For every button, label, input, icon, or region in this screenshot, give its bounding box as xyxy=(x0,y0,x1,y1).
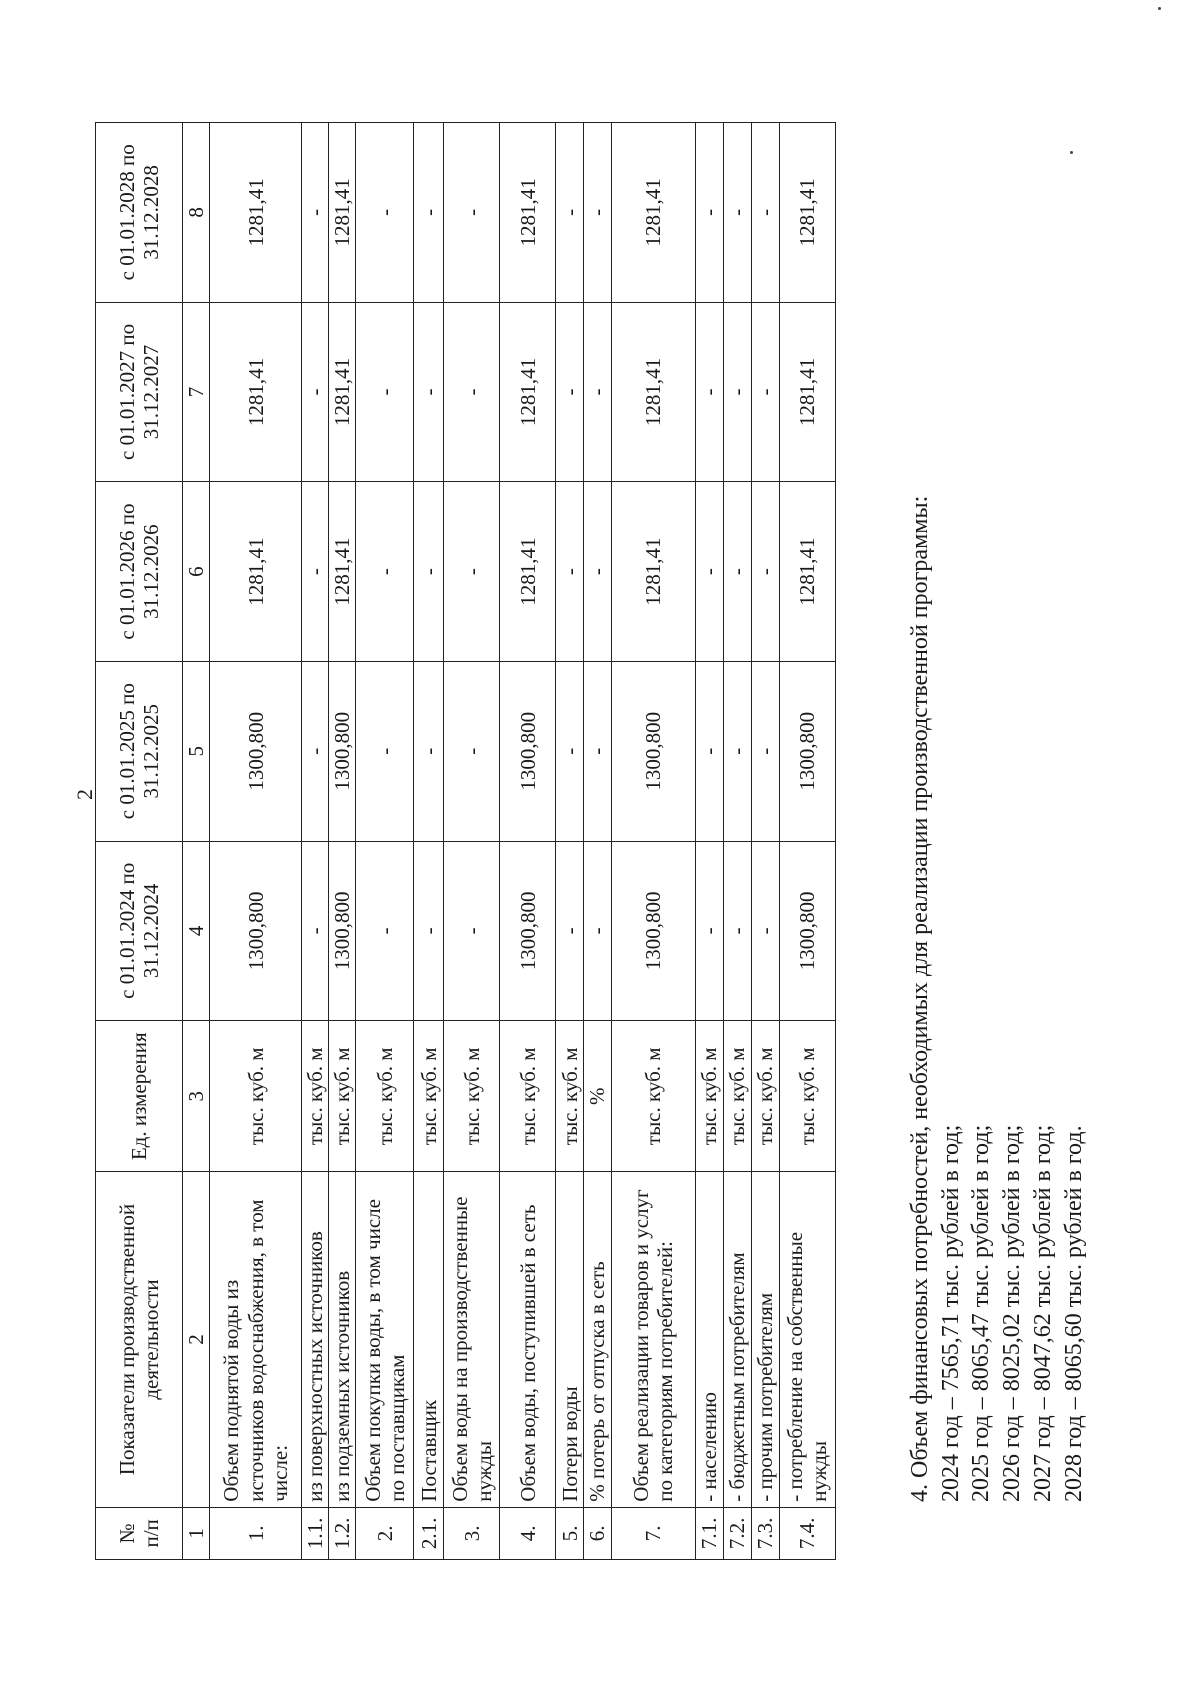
table-row xyxy=(611,123,695,1560)
value-cell: 1281,41 xyxy=(210,482,302,662)
value-cell: - xyxy=(302,661,329,841)
value-cell: 1281,41 xyxy=(611,482,695,662)
value-cell: 1281,41 xyxy=(500,302,556,482)
financial-line: 2025 год – 8065,47 тыс. рублей в год; xyxy=(968,1124,995,1502)
financial-line: 2028 год – 8065,60 тыс. рублей в год. xyxy=(1060,1125,1087,1502)
index-cell: 7 xyxy=(183,302,210,482)
value-cell: - xyxy=(556,661,584,841)
value-cell: 1281,41 xyxy=(329,482,356,662)
unit-cell: % xyxy=(584,1021,611,1172)
column-index-row xyxy=(183,123,210,1560)
table-row xyxy=(329,123,356,1560)
table-row xyxy=(444,123,500,1560)
value-cell: - xyxy=(302,123,329,303)
row-number-cell: 1. xyxy=(210,1507,302,1559)
unit-cell: тыс. куб. м xyxy=(611,1021,695,1172)
value-cell: - xyxy=(356,661,414,841)
row-number-cell: 5. xyxy=(556,1507,584,1559)
index-cell: 5 xyxy=(183,661,210,841)
value-cell: - xyxy=(695,123,723,303)
indicator-name-cell: Объем покупки воды, в том числе по поставщикам xyxy=(356,1172,414,1507)
index-cell: 4 xyxy=(183,841,210,1021)
value-cell: - xyxy=(556,841,584,1021)
value-cell: 1300,800 xyxy=(210,841,302,1021)
value-cell: 1300,800 xyxy=(779,841,835,1021)
unit-cell: тыс. куб. м xyxy=(695,1021,723,1172)
value-cell: - xyxy=(444,123,500,303)
value-cell: - xyxy=(414,482,444,662)
value-cell: - xyxy=(695,841,723,1021)
value-cell: - xyxy=(414,841,444,1021)
unit-cell: тыс. куб. м xyxy=(210,1021,302,1172)
indicator-name-cell: Объем воды на производственные нужды xyxy=(444,1172,500,1507)
row-number-cell: 1.1. xyxy=(302,1507,329,1559)
value-cell: 1281,41 xyxy=(611,302,695,482)
row-number-cell: 2. xyxy=(356,1507,414,1559)
value-cell: - xyxy=(356,841,414,1021)
value-cell: 1281,41 xyxy=(329,302,356,482)
value-cell: - xyxy=(584,661,611,841)
indicator-name-cell: - бюджетным потребителям xyxy=(723,1172,751,1507)
value-cell: 1281,41 xyxy=(611,123,695,303)
table-row xyxy=(414,123,444,1560)
indicator-name-cell: % потерь от отпуска в сеть xyxy=(584,1172,611,1507)
header-cell: с 01.01.2025 по 31.12.2025 xyxy=(96,661,183,841)
value-cell: 1300,800 xyxy=(611,841,695,1021)
value-cell: - xyxy=(723,841,751,1021)
indicator-name-cell: - потребление на собственные нужды xyxy=(779,1172,835,1507)
value-cell: - xyxy=(414,661,444,841)
header-cell: Показатели производственной деятельности xyxy=(96,1172,183,1507)
header-cell: № п/п xyxy=(96,1507,183,1559)
indicator-name-cell: Объем реализации товаров и услуг по категориям потребителей: xyxy=(611,1172,695,1507)
value-cell: 1281,41 xyxy=(500,123,556,303)
unit-cell: тыс. куб. м xyxy=(444,1021,500,1172)
value-cell: - xyxy=(751,661,779,841)
value-cell: - xyxy=(356,302,414,482)
value-cell: 1300,800 xyxy=(210,661,302,841)
value-cell: - xyxy=(302,841,329,1021)
value-cell: - xyxy=(723,661,751,841)
row-number-cell: 2.1. xyxy=(414,1507,444,1559)
value-cell: - xyxy=(302,302,329,482)
unit-cell: тыс. куб. м xyxy=(751,1021,779,1172)
header-cell: с 01.01.2028 по 31.12.2028 xyxy=(96,123,183,303)
value-cell: - xyxy=(444,302,500,482)
value-cell: 1281,41 xyxy=(779,123,835,303)
row-number-cell: 6. xyxy=(584,1507,611,1559)
unit-cell: тыс. куб. м xyxy=(302,1021,329,1172)
value-cell: - xyxy=(444,661,500,841)
value-cell: - xyxy=(414,302,444,482)
value-cell: 1300,800 xyxy=(329,841,356,1021)
value-cell: - xyxy=(584,123,611,303)
table-row xyxy=(556,123,584,1560)
index-cell: 1 xyxy=(183,1507,210,1559)
value-cell: 1281,41 xyxy=(779,482,835,662)
row-number-cell: 7.3. xyxy=(751,1507,779,1559)
value-cell: - xyxy=(751,302,779,482)
table-row xyxy=(723,123,751,1560)
financial-line: 2026 год – 8025,02 тыс. рублей в год; xyxy=(999,1124,1026,1502)
unit-cell: тыс. куб. м xyxy=(556,1021,584,1172)
financial-heading: 4. Объем финансовых потребностей, необходимых для реализации производственной программы: xyxy=(907,495,933,1502)
indicator-name-cell: Объем воды, поступившей в сеть xyxy=(500,1172,556,1507)
financial-needs-section xyxy=(905,496,1089,1502)
row-number-cell: 7.1. xyxy=(695,1507,723,1559)
value-cell: - xyxy=(723,482,751,662)
unit-cell: тыс. куб. м xyxy=(779,1021,835,1172)
table-row xyxy=(779,123,835,1560)
value-cell: - xyxy=(695,661,723,841)
value-cell: - xyxy=(444,841,500,1021)
indicator-name-cell: из поверхностных источников xyxy=(302,1172,329,1507)
value-cell: - xyxy=(723,123,751,303)
header-cell: Ед. измерения xyxy=(96,1021,183,1172)
value-cell: - xyxy=(556,482,584,662)
table-row xyxy=(751,123,779,1560)
value-cell: - xyxy=(444,482,500,662)
value-cell: - xyxy=(556,302,584,482)
table-row xyxy=(356,123,414,1560)
header-cell: с 01.01.2026 по 31.12.2026 xyxy=(96,482,183,662)
row-number-cell: 7. xyxy=(611,1507,695,1559)
table-body xyxy=(210,123,835,1560)
financial-line: 2027 год – 8047,62 тыс. рублей в год; xyxy=(1029,1124,1056,1502)
value-cell: - xyxy=(695,482,723,662)
value-cell: - xyxy=(751,482,779,662)
indicator-name-cell: Объем поднятой воды из источников водоснабжения, в том числе: xyxy=(210,1172,302,1507)
value-cell: 1300,800 xyxy=(329,661,356,841)
indicator-name-cell: - населению xyxy=(695,1172,723,1507)
row-number-cell: 7.2. xyxy=(723,1507,751,1559)
production-indicators-table xyxy=(95,122,836,1560)
index-cell: 2 xyxy=(183,1172,210,1507)
value-cell: 1300,800 xyxy=(611,661,695,841)
unit-cell: тыс. куб. м xyxy=(500,1021,556,1172)
table-row xyxy=(210,123,302,1560)
unit-cell: тыс. куб. м xyxy=(329,1021,356,1172)
index-cell: 6 xyxy=(183,482,210,662)
value-cell: 1281,41 xyxy=(500,482,556,662)
value-cell: 1281,41 xyxy=(210,302,302,482)
scan-speck xyxy=(1158,7,1161,10)
value-cell: 1300,800 xyxy=(779,661,835,841)
value-cell: 1300,800 xyxy=(500,841,556,1021)
index-cell: 3 xyxy=(183,1021,210,1172)
unit-cell: тыс. куб. м xyxy=(356,1021,414,1172)
table-header-row xyxy=(96,123,183,1560)
row-number-cell: 3. xyxy=(444,1507,500,1559)
value-cell: - xyxy=(356,123,414,303)
table-row xyxy=(584,123,611,1560)
indicator-name-cell: - прочим потребителям xyxy=(751,1172,779,1507)
value-cell: - xyxy=(695,302,723,482)
value-cell: - xyxy=(751,841,779,1021)
value-cell: - xyxy=(302,482,329,662)
header-cell: с 01.01.2027 по 31.12.2027 xyxy=(96,302,183,482)
index-cell: 8 xyxy=(183,123,210,303)
scan-speck xyxy=(1070,151,1073,154)
table-row xyxy=(500,123,556,1560)
value-cell: - xyxy=(356,482,414,662)
financial-line: 2024 год – 7565,71 тыс. рублей в год; xyxy=(937,1124,964,1502)
page-number: 2 xyxy=(72,789,97,800)
row-number-cell: 7.4. xyxy=(779,1507,835,1559)
value-cell: - xyxy=(584,302,611,482)
value-cell: 1281,41 xyxy=(779,302,835,482)
value-cell: - xyxy=(414,123,444,303)
table-row xyxy=(695,123,723,1560)
value-cell: 1300,800 xyxy=(500,661,556,841)
table-row xyxy=(302,123,329,1560)
value-cell: - xyxy=(584,482,611,662)
value-cell: - xyxy=(723,302,751,482)
value-cell: - xyxy=(751,123,779,303)
value-cell: 1281,41 xyxy=(329,123,356,303)
indicator-name-cell: Поставщик xyxy=(414,1172,444,1507)
value-cell: - xyxy=(556,123,584,303)
value-cell: - xyxy=(584,841,611,1021)
indicator-name-cell: из подземных источников xyxy=(329,1172,356,1507)
value-cell: 1281,41 xyxy=(210,123,302,303)
header-cell: с 01.01.2024 по 31.12.2024 xyxy=(96,841,183,1021)
indicator-name-cell: Потери воды xyxy=(556,1172,584,1507)
row-number-cell: 1.2. xyxy=(329,1507,356,1559)
unit-cell: тыс. куб. м xyxy=(414,1021,444,1172)
unit-cell: тыс. куб. м xyxy=(723,1021,751,1172)
row-number-cell: 4. xyxy=(500,1507,556,1559)
